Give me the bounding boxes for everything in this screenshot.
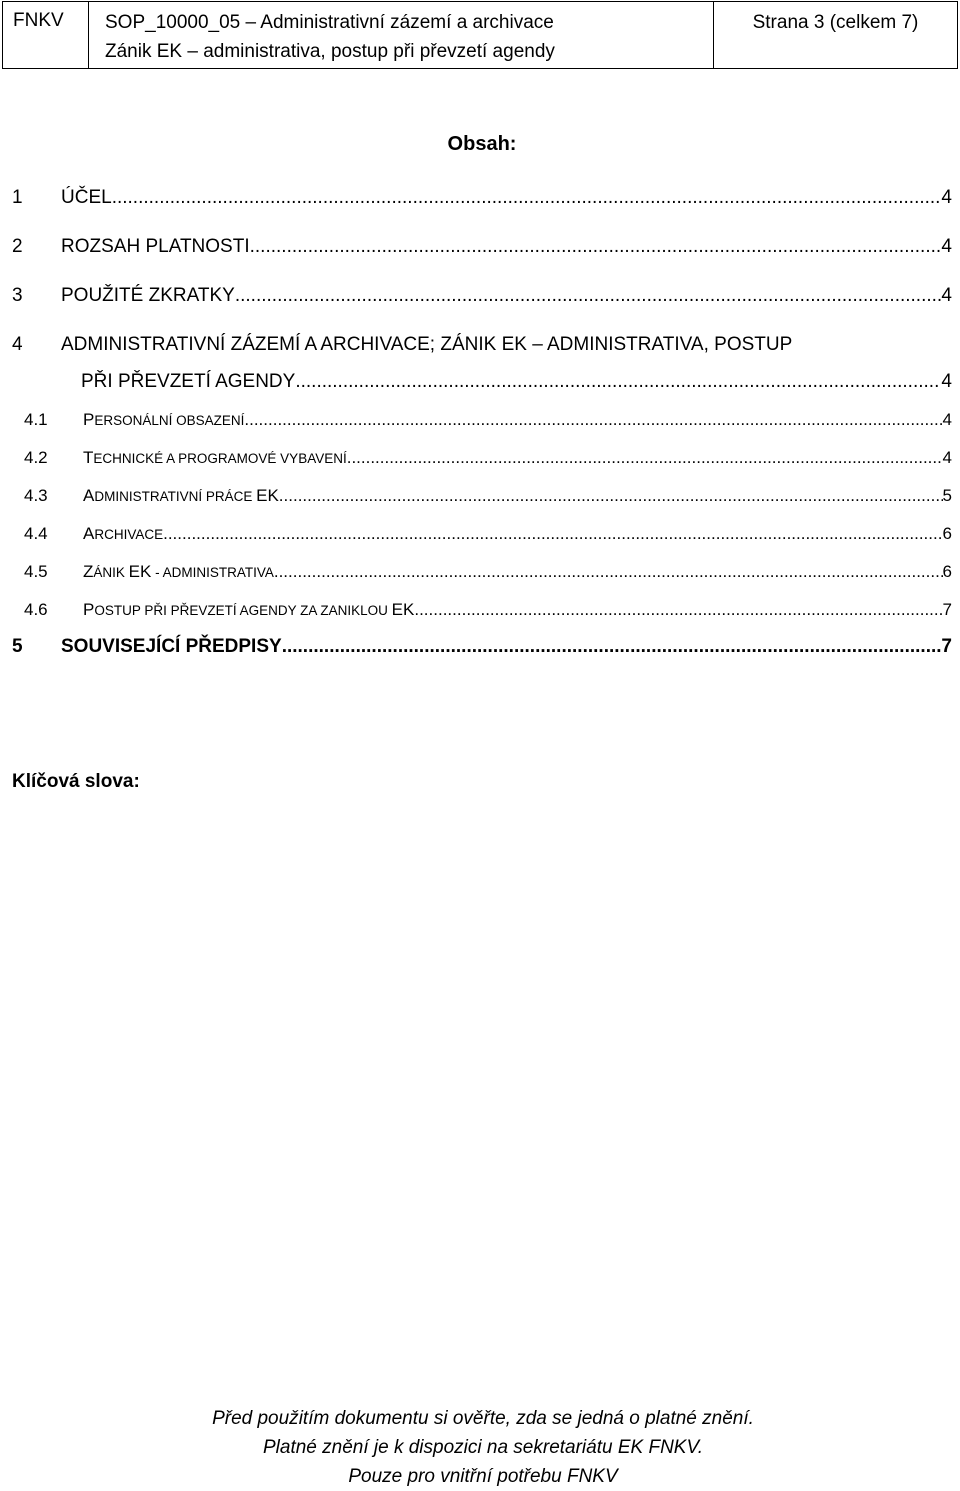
toc-leader — [250, 229, 942, 265]
toc-title: SOUVISEJÍCÍ PŘEDPISY — [61, 636, 282, 657]
toc-num: 4.1 — [24, 410, 48, 429]
toc-item-4-1[interactable] — [12, 401, 952, 439]
toc-item-1[interactable] — [12, 180, 952, 229]
header-title — [89, 2, 714, 68]
toc-title: PŘI PŘEVZETÍ AGENDY — [81, 371, 296, 392]
toc-title: ADMINISTRATIVNÍ PRÁCE EK — [83, 486, 279, 505]
toc-item-4-2[interactable] — [12, 439, 952, 477]
toc-title: ROZSAH PLATNOSTI — [61, 236, 250, 257]
toc-page: 7 — [941, 636, 952, 657]
toc-item-4-4[interactable] — [12, 515, 952, 553]
header-title-line1: SOP_10000_05 – Administrativní zázemí a archivace — [105, 12, 554, 33]
toc-title: TECHNICKÉ A PROGRAMOVÉ VYBAVENÍ — [83, 448, 347, 467]
toc-item-4-continued[interactable] — [12, 363, 952, 401]
toc-num: 4.4 — [24, 524, 48, 543]
toc-num: 2 — [12, 236, 23, 257]
toc-num: 4.5 — [24, 562, 48, 581]
footer-line1: Před použitím dokumentu si ověřte, zda se jedná o platné znění. — [212, 1408, 754, 1429]
toc-title: ARCHIVACE — [83, 524, 164, 543]
toc-leader — [347, 439, 943, 477]
toc-page: 7 — [942, 600, 952, 619]
table-of-contents — [12, 180, 952, 678]
toc-leader — [244, 401, 942, 439]
toc-item-4-6[interactable] — [12, 591, 952, 629]
toc-num: 3 — [12, 285, 23, 306]
toc-title: POSTUP PŘI PŘEVZETÍ AGENDY ZA ZANIKLOU EK — [83, 600, 415, 619]
toc-item-4-3[interactable] — [12, 477, 952, 515]
toc-title: ZÁNIK EK - ADMINISTRATIVA — [83, 562, 274, 581]
toc-item-2[interactable] — [12, 229, 952, 278]
toc-page: 4 — [941, 236, 952, 257]
toc-leader — [274, 553, 943, 591]
toc-page: 6 — [942, 562, 952, 581]
footer-line3: Pouze pro vnitřní potřebu FNKV — [348, 1466, 618, 1487]
toc-leader — [235, 278, 942, 314]
header-title-line2: Zánik EK – administrativa, postup při převzetí agendy — [105, 41, 555, 62]
toc-title: POUŽITÉ ZKRATKY — [61, 285, 235, 306]
toc-item-3[interactable] — [12, 278, 952, 327]
toc-title: ÚČEL — [61, 187, 112, 208]
toc-leader — [163, 515, 942, 553]
toc-heading: Obsah: — [447, 133, 517, 155]
document-header — [2, 1, 958, 69]
header-org: FNKV — [3, 2, 89, 68]
footer-line2: Platné znění je k dispozici na sekretariátu EK FNKV. — [262, 1437, 704, 1458]
toc-page: 4 — [941, 371, 952, 392]
toc-page: 4 — [942, 410, 952, 429]
toc-num: 4.2 — [24, 448, 48, 467]
toc-num: 4.6 — [24, 600, 48, 619]
keywords-label: Klíčová slova: — [12, 771, 140, 792]
toc-title: PERSONÁLNÍ OBSAZENÍ — [83, 410, 245, 429]
toc-title: ADMINISTRATIVNÍ ZÁZEMÍ A ARCHIVACE; ZÁNIK EK – ADMINISTRATIVA, POSTUP — [61, 334, 793, 355]
toc-page: 6 — [942, 524, 952, 543]
toc-page: 4 — [941, 187, 952, 208]
toc-leader — [295, 363, 941, 401]
toc-item-4[interactable] — [12, 327, 952, 363]
toc-num: 4 — [12, 334, 23, 355]
toc-leader — [282, 629, 942, 665]
toc-item-5[interactable] — [12, 629, 952, 678]
toc-num: 1 — [12, 187, 23, 208]
toc-leader — [279, 477, 943, 515]
toc-item-4-5[interactable] — [12, 553, 952, 591]
toc-leader — [414, 591, 942, 629]
toc-num: 4.3 — [24, 486, 48, 505]
toc-leader — [112, 180, 942, 216]
toc-page: 4 — [941, 285, 952, 306]
document-footer — [0, 1404, 960, 1491]
toc-page: 5 — [942, 486, 952, 505]
toc-page: 4 — [942, 448, 952, 467]
toc-num: 5 — [12, 636, 23, 657]
header-page-number: Strana 3 (celkem 7) — [752, 12, 919, 33]
